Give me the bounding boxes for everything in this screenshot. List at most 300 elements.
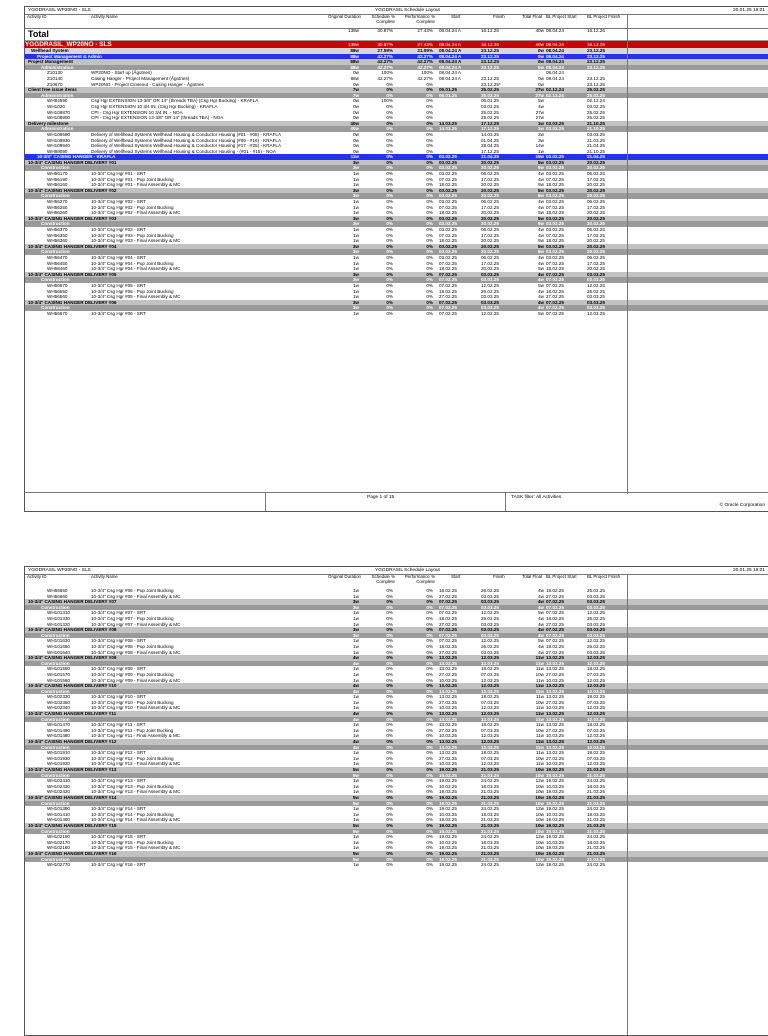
- cell-activity-id: WH102170: [47, 839, 70, 845]
- cell-finish: 21.03.25: [481, 800, 499, 806]
- cell-duration: 3w: [352, 187, 359, 193]
- cell-bl-finish: 03.03.25: [587, 627, 605, 633]
- cell-activity-id: WH101330: [47, 615, 70, 621]
- cell-performance-pct: 0%: [426, 621, 433, 627]
- cell-total-float: 4w: [538, 199, 544, 205]
- cell-bl-start: 19.03.25: [546, 817, 564, 823]
- cell-finish: 12.02.25: [481, 638, 499, 644]
- column-header-row-2: [25, 574, 768, 589]
- cell-activity-name: CPI - Csg Hgr EXTENSION 10 3/4 IN. - NOA: [91, 109, 183, 115]
- cell-bl-finish: 26.02.25: [587, 288, 605, 294]
- cell-finish: 12.03.25: [481, 716, 499, 722]
- cell-bl-start: 07.02.25: [546, 232, 564, 238]
- cell-schedule-pct: 0%: [386, 744, 393, 750]
- cell-finish: 25.02.25: [481, 87, 499, 93]
- cell-bl-start: 13.02.25: [546, 660, 564, 666]
- cell-finish: 18.03.25: [481, 811, 499, 817]
- cell-bl-start: 03.02.25: [546, 249, 564, 255]
- cell-total-float: 11w: [535, 711, 544, 717]
- cell-schedule-pct: 0%: [386, 593, 393, 599]
- cell-schedule-pct: 0%: [386, 761, 393, 767]
- cell-bl-start: 27.02.25: [546, 671, 564, 677]
- cell-total-float: 11w: [535, 655, 544, 661]
- cell-activity-name: 10-3/4" Csg Hgr #01 - Pup Joint Bucking: [91, 176, 174, 182]
- cell-finish: 03.03.25: [481, 604, 499, 610]
- cell-schedule-pct: 0%: [386, 210, 393, 216]
- cell-duration: 1w: [353, 199, 359, 205]
- cell-activity-id: WH101390: [47, 806, 70, 812]
- cell-bl-start: 18.02.25: [546, 615, 564, 621]
- cell-duration: 3w: [352, 305, 359, 311]
- cell-finish: 18.02.25: [481, 694, 499, 700]
- cell-finish: 17.12.25: [481, 148, 499, 154]
- cell-duration: 1w: [353, 705, 359, 711]
- cell-activity-id: WH56170: [47, 171, 68, 177]
- cell-schedule-pct: 0%: [386, 621, 393, 627]
- cell-performance-pct: 0%: [426, 232, 433, 238]
- cell-activity-name: 10-3/4" Csg Hgr #07 - Final Assembly & MC: [91, 621, 181, 627]
- cell-performance-pct: 0%: [426, 649, 433, 655]
- cell-activity-id: WH56670: [47, 310, 68, 316]
- cell-activity-name: 10-3/4" Csg Hgr #05 - Final Assembly & MC: [91, 294, 181, 300]
- cell-performance-pct: 0%: [426, 615, 433, 621]
- cell-finish: 12.03.25: [481, 761, 499, 767]
- page-footer: [25, 492, 768, 511]
- cell-total-float: 5w: [538, 610, 544, 616]
- cell-duration: 1w: [353, 238, 359, 244]
- cell-performance-pct: 0%: [426, 193, 433, 199]
- cell-total-float: 4w: [538, 260, 544, 266]
- cell-bl-finish: 21.03.25: [587, 794, 605, 800]
- cell-activity-id: WH56660: [47, 593, 68, 599]
- table-row[interactable]: [25, 311, 768, 317]
- cell-bl-finish: 23.12.25: [587, 48, 605, 53]
- cell-duration: 1w: [353, 699, 359, 705]
- cell-bl-finish: 20.02.25: [587, 238, 605, 244]
- cell-finish: 17.12.25: [481, 126, 499, 132]
- cell-performance-pct: 0%: [426, 260, 433, 266]
- cell-schedule-pct: 0%: [386, 288, 393, 294]
- cell-activity-id: 10-3/4" CASING HANGER DELIVERY #04: [28, 243, 117, 249]
- cell-duration: 5w: [352, 856, 359, 862]
- cell-start: 19.02.25: [439, 806, 457, 812]
- cell-performance-pct: 0%: [426, 822, 433, 828]
- cell-bl-start: 19.03.25: [546, 845, 564, 851]
- cell-finish: 21.03.25: [481, 828, 499, 834]
- cell-activity-name: 10-3/4" Csg Hgr #10 - Pup Joint Bucking: [91, 699, 174, 705]
- cell-start: 10.03.25: [439, 783, 457, 789]
- cell-activity-id: Client free issue items: [28, 87, 77, 93]
- cell-schedule-pct: 0%: [386, 604, 393, 610]
- cell-performance-pct: 0%: [426, 249, 433, 255]
- cell-schedule-pct: 0%: [386, 778, 393, 784]
- cell-bl-start: 07.02.25: [546, 260, 564, 266]
- total-finish: 16.12.26: [481, 28, 499, 33]
- cell-performance-pct: 0%: [426, 137, 433, 143]
- cell-activity-id: WH102430: [47, 783, 70, 789]
- cell-activity-name: 10-3/4" Csg Hgr #11 - Pup Joint Bucking: [91, 727, 174, 733]
- cell-duration: 1w: [353, 232, 359, 238]
- cell-schedule-pct: 0%: [386, 722, 393, 728]
- cell-schedule-pct: 0%: [386, 655, 393, 661]
- cell-activity-name: 10-3/4" Csg Hgr #08 - SRT: [91, 638, 146, 644]
- cell-bl-start: 07.02.25: [546, 204, 564, 210]
- cell-duration: 1w: [353, 171, 359, 177]
- cell-duration: 40w: [350, 120, 359, 126]
- cell-duration: 1w: [353, 588, 359, 593]
- cell-bl-finish: 03.02.25: [587, 103, 605, 109]
- cell-bl-start: 10.03.25: [546, 761, 564, 767]
- cell-activity-id: 10-3/4" CASING HANGER DELIVERY #14: [28, 794, 117, 800]
- cell-bl-start: 13.02.25: [546, 666, 564, 672]
- cell-finish: 26.02.25: [481, 588, 499, 593]
- cell-activity-id: 10-3/4" CASING HANGER DELIVERY #06: [28, 299, 117, 305]
- cell-bl-finish: 18.02.25: [587, 694, 605, 700]
- cell-performance-pct: 0%: [426, 599, 433, 605]
- cell-activity-name: WP20NO - Start up (Ågotnes): [91, 70, 152, 76]
- cell-performance-pct: 0%: [426, 148, 433, 154]
- cell-activity-id: 10-3/4" CASING HANGER DELIVERY #15: [28, 822, 117, 828]
- cell-schedule-pct: 0%: [386, 789, 393, 795]
- cell-finish: 03.03.25: [481, 277, 499, 283]
- cell-performance-pct: 0%: [426, 705, 433, 711]
- cell-total-float: 11w: [535, 683, 544, 689]
- cell-schedule-pct: 0%: [386, 215, 393, 221]
- cell-total-float: 4w: [538, 588, 544, 593]
- cell-activity-name: 10-3/4" Csg Hgr #04 - Final Assembly & MC: [91, 266, 181, 272]
- cell-finish: 26.02.25: [481, 643, 499, 649]
- cell-bl-finish: 21.03.25: [587, 817, 605, 823]
- cell-schedule-pct: 0%: [386, 266, 393, 272]
- cell-schedule-pct: 0%: [386, 159, 393, 165]
- cell-performance-pct: 0%: [426, 660, 433, 666]
- cell-duration: 3w: [352, 243, 359, 249]
- cell-start: 03.02.25: [439, 199, 457, 205]
- cell-activity-name: 10-3/4" Csg Hgr #13 - Final Assembly & MC: [91, 789, 181, 795]
- cell-total-float: 4w: [537, 604, 544, 610]
- cell-activity-id: Construction: [41, 305, 70, 311]
- total-label: Total: [28, 29, 49, 39]
- cell-finish: 24.02.25: [481, 862, 499, 868]
- cell-total-float: 11w: [535, 660, 544, 666]
- cell-bl-finish: 20.02.25: [587, 221, 605, 227]
- cell-schedule-pct: 0%: [386, 282, 393, 288]
- cell-start: 18.02.25: [439, 588, 457, 593]
- cell-total-float: 27w: [535, 115, 544, 121]
- cell-total-float: 12w: [535, 834, 544, 840]
- cell-activity-name: Delivery of Wellhead Systems Wellhead Housing & Conductor Housing (#09 - #16) - KRAFLA: [91, 137, 282, 143]
- cell-bl-finish: 12.03.25: [587, 711, 605, 717]
- cell-duration: 1w: [353, 615, 359, 621]
- total-performance-pct: 27.43%: [417, 28, 433, 33]
- cell-schedule-pct: 100%: [381, 98, 393, 104]
- cell-finish: 20.02.25: [481, 249, 499, 255]
- cell-total-float: 5w: [538, 266, 544, 272]
- cell-activity-id: WH108900: [47, 115, 70, 121]
- cell-duration: 5w: [352, 772, 359, 778]
- cell-performance-pct: 0%: [426, 828, 433, 834]
- cell-total-float: 14w: [535, 143, 544, 149]
- total-bl-start: 08.04.24: [546, 28, 564, 33]
- cell-activity-id: WH102340: [47, 705, 70, 711]
- cell-activity-id: 10-3/4" CASING HANGER DELIVERY #08: [28, 627, 117, 633]
- cell-total-float: 4w: [538, 176, 544, 182]
- cell-finish: 03.03.25: [481, 649, 499, 655]
- cell-finish: 23.12.25: [481, 64, 499, 70]
- cell-total-float: 4w: [537, 299, 544, 305]
- cell-bl-finish: 21.04.25: [587, 143, 605, 149]
- cell-bl-start: 07.02.25: [546, 632, 564, 638]
- cell-duration: 0w: [353, 70, 359, 76]
- cell-total-float: 10w: [535, 794, 544, 800]
- cell-total-float: 10w: [535, 772, 544, 778]
- cell-schedule-pct: 0%: [386, 794, 393, 800]
- cell-schedule-pct: 0%: [386, 750, 393, 756]
- cell-performance-pct: 0%: [426, 294, 433, 300]
- cell-start: 19.02.25: [439, 794, 457, 800]
- cell-activity-name: 10-3/4" Csg Hgr #06 - Pup Joint Bucking: [91, 588, 174, 593]
- cell-finish: 07.03.25: [481, 755, 499, 761]
- cell-start: 08.04.24 A: [439, 42, 461, 47]
- cell-activity-name: 10-3/4" Csg Hgr #09 - SRT: [91, 666, 146, 672]
- cell-total-float: 4w: [537, 632, 544, 638]
- cell-duration: 1w: [353, 260, 359, 266]
- header-timestamp: 20.01.25 19:01: [732, 8, 765, 13]
- cell-schedule-pct: 0%: [386, 165, 393, 171]
- cell-performance-pct: 0%: [426, 215, 433, 221]
- cell-bl-finish: 06.02.25: [587, 171, 605, 177]
- cell-performance-pct: 0%: [426, 727, 433, 733]
- cell-activity-id: WH89090: [47, 148, 68, 154]
- cell-activity-id: Construction: [41, 772, 70, 778]
- cell-performance-pct: 0%: [426, 126, 433, 132]
- cell-performance-pct: 0%: [426, 772, 433, 778]
- cell-total-float: 10w: [535, 828, 544, 834]
- cell-activity-name: Delivery of Wellhead Systems Wellhead Housing & Conductor Housing - (#01 - #15) - NOA: [91, 148, 276, 154]
- cell-duration: 1w: [353, 778, 359, 784]
- total-schedule-pct: 30.87%: [377, 28, 393, 33]
- cell-activity-id: WH101310: [47, 610, 70, 616]
- cell-bl-start: 07.02.25: [546, 310, 564, 316]
- cell-duration: 40w: [350, 126, 359, 132]
- total-row: [25, 28, 768, 41]
- cell-total-float: 4w: [538, 227, 544, 232]
- cell-duration: 5w: [352, 828, 359, 834]
- cell-bl-start: 18.02.25: [546, 266, 564, 272]
- cell-performance-pct: 0%: [426, 744, 433, 750]
- cell-start: 13.02.25: [439, 683, 457, 689]
- cell-bl-finish: 12.03.25: [587, 739, 605, 745]
- cell-activity-id: WH102410: [47, 778, 70, 784]
- cell-start: 19.03.25: [439, 845, 457, 851]
- cell-performance-pct: 0%: [426, 750, 433, 756]
- cell-start: 07.02.25: [439, 599, 457, 605]
- cell-finish: 20.02.25: [481, 221, 499, 227]
- cell-start: 10.03.25: [439, 705, 457, 711]
- cell-bl-finish: 12.03.25: [587, 677, 605, 683]
- cell-schedule-pct: 0%: [386, 643, 393, 649]
- cell-performance-pct: 0%: [426, 221, 433, 227]
- cell-bl-start: 07.02.25: [546, 277, 564, 283]
- cell-activity-id: WH56560: [47, 294, 68, 300]
- cell-duration: 3w: [352, 271, 359, 277]
- cell-schedule-pct: 42.27%: [377, 75, 393, 81]
- cell-bl-start: 07.02.25: [546, 282, 564, 288]
- cell-bl-finish: 18.03.25: [587, 839, 605, 845]
- cell-activity-id: Construction: [41, 165, 70, 171]
- cell-activity-id: Construction: [41, 604, 70, 610]
- cell-bl-start: 08.04.24: [546, 53, 564, 59]
- cell-schedule-pct: 0%: [386, 254, 393, 260]
- column-header-row: [25, 14, 768, 29]
- cell-finish: 28.04.25: [481, 143, 499, 149]
- cell-bl-start: 07.02.25: [546, 176, 564, 182]
- cell-schedule-pct: 0%: [386, 109, 393, 115]
- cell-activity-id: WH56260: [47, 210, 68, 216]
- cell-start: 03.02.25: [439, 221, 457, 227]
- cell-duration: 1w: [353, 176, 359, 182]
- cell-bl-finish: 24.02.25: [587, 834, 605, 840]
- cell-activity-id: Z10670: [47, 81, 63, 87]
- cell-activity-name: 10-3/4" Csg Hgr #01 - SRT: [91, 171, 146, 177]
- cell-activity-name: Csg Hgr EXTENSION 13-3/8" OR 14" (threads TBA) (Csg Hgr Bucking) - KRAFLA: [91, 98, 259, 104]
- cell-bl-finish: 20.02.25: [587, 159, 605, 165]
- cell-start: 19.03.25: [439, 817, 457, 823]
- cell-activity-name: 10-3/4" Csg Hgr #09 - Pup Joint Bucking: [91, 671, 174, 677]
- cell-duration: 1w: [353, 182, 359, 188]
- cell-duration: 3w: [352, 627, 359, 633]
- table-row[interactable]: [25, 862, 768, 868]
- cell-performance-pct: 100%: [421, 70, 433, 76]
- cell-bl-finish: 03.03.25: [587, 305, 605, 311]
- cell-bl-start: 19.02.25: [546, 772, 564, 778]
- cell-duration: 0w: [353, 143, 359, 149]
- cell-total-float: 11w: [535, 722, 544, 728]
- cell-bl-start: 13.02.25: [546, 750, 564, 756]
- cell-performance-pct: 0%: [426, 310, 433, 316]
- cell-duration: 3w: [352, 221, 359, 227]
- cell-duration: 3w: [352, 632, 359, 638]
- cell-start: 07.02.25: [439, 610, 457, 616]
- cell-performance-pct: 0%: [426, 120, 433, 126]
- cell-performance-pct: 0%: [426, 277, 433, 283]
- cell-duration: 1w: [353, 649, 359, 655]
- cell-finish: 21.03.25: [481, 772, 499, 778]
- cell-schedule-pct: 0%: [386, 227, 393, 232]
- cell-bl-start: 18.02.25: [546, 210, 564, 216]
- cell-bl-start: 19.02.25: [546, 806, 564, 812]
- cell-duration: 138w: [348, 42, 359, 47]
- cell-bl-finish: 17.02.25: [587, 176, 605, 182]
- wbs-group-row[interactable]: [25, 41, 768, 48]
- cell-performance-pct: 0%: [426, 210, 433, 216]
- cell-total-float: 5w: [538, 238, 544, 244]
- cell-duration: 1w: [353, 254, 359, 260]
- cell-activity-id: WH1020: [47, 103, 65, 109]
- cell-duration: 3w: [352, 599, 359, 605]
- cell-schedule-pct: 0%: [386, 817, 393, 823]
- cell-schedule-pct: 0%: [386, 131, 393, 137]
- cell-start: 08.04.24 A: [439, 48, 462, 53]
- cell-start: 03.02.25: [439, 193, 457, 199]
- cell-activity-id: WH56190: [47, 176, 68, 182]
- cell-finish: 07.03.25: [481, 671, 499, 677]
- cell-bl-finish: 26.02.25: [587, 643, 605, 649]
- cell-finish: 20.02.25: [481, 215, 499, 221]
- cell-activity-id: WH56270: [47, 199, 68, 205]
- cell-duration: 1w: [353, 666, 359, 672]
- cell-finish: 06.02.25: [481, 254, 499, 260]
- cell-activity-id: WH102350: [47, 699, 70, 705]
- cell-bl-start: 19.02.25: [546, 778, 564, 784]
- cell-start: 19.02.25: [439, 862, 457, 868]
- cell-bl-finish: 18.03.25: [587, 783, 605, 789]
- cell-bl-finish: 03.03.25: [587, 277, 605, 283]
- cell-total-float: 5w: [537, 193, 544, 199]
- cell-activity-id: 10-3/4" CASING HANGER DELIVERY #07: [28, 599, 117, 605]
- cell-bl-finish: 18.02.25: [587, 722, 605, 728]
- cell-start: 07.02.25: [439, 305, 457, 311]
- cell-bl-start: 19.02.25: [546, 862, 564, 868]
- cell-activity-name: 10-3/4" Csg Hgr #14 - Pup Joint Bucking: [91, 811, 174, 817]
- cell-schedule-pct: 0%: [386, 126, 393, 132]
- cell-bl-start: 10.03.25: [546, 733, 564, 739]
- cell-total-float: 4w: [538, 171, 544, 177]
- cell-activity-name: 10-3/4" Csg Hgr #03 - Pup Joint Bucking: [91, 232, 174, 238]
- cell-finish: 14.03.25: [481, 131, 499, 137]
- cell-start: 07.02.25: [439, 299, 457, 305]
- cell-start: 13.02.25: [439, 655, 457, 661]
- cell-start: 07.02.25: [439, 310, 457, 316]
- cell-bl-finish: 21.03.25: [587, 772, 605, 778]
- cell-schedule-pct: 42.27%: [377, 64, 393, 70]
- cell-activity-id: 10-3/4" CASING HANGER DELIVERY #02: [28, 187, 117, 193]
- cell-start: 18.02.25: [439, 182, 457, 188]
- cell-finish: 17.12.25: [481, 120, 499, 126]
- activity-table-page-1: [25, 41, 768, 317]
- cell-activity-id: WH101550: [47, 666, 70, 672]
- cell-start: 14.03.25: [439, 126, 457, 132]
- cell-activity-id: WH56460: [47, 266, 68, 272]
- cell-bl-finish: 12.03.25: [587, 705, 605, 711]
- cell-duration: 1w: [353, 722, 359, 728]
- cell-performance-pct: 0%: [426, 655, 433, 661]
- cell-schedule-pct: 0%: [386, 638, 393, 644]
- cell-activity-name: 10-3/4" Csg Hgr #15 - SRT: [91, 834, 146, 840]
- cell-duration: 0w: [353, 109, 359, 115]
- cell-schedule-pct: 0%: [386, 711, 393, 717]
- cell-duration: 1w: [353, 761, 359, 767]
- cell-duration: 0w: [353, 103, 359, 109]
- cell-duration: 1w: [353, 755, 359, 761]
- cell-activity-name: 10-3/4" Csg Hgr #06 - Final Assembly & MC: [91, 593, 181, 599]
- cell-activity-name: 10-3/4" Csg Hgr #13 - SRT: [91, 778, 146, 784]
- cell-bl-start: 10.03.25: [546, 677, 564, 683]
- total-float: 40w: [535, 28, 544, 33]
- cell-bl-start: 03.02.25: [546, 187, 564, 193]
- cell-schedule-pct: 0%: [386, 115, 393, 121]
- cell-total-float: 5w: [538, 638, 544, 644]
- cell-schedule-pct: 100%: [381, 70, 393, 76]
- cell-bl-finish: 21.03.25: [587, 789, 605, 795]
- cell-bl-finish: 12.02.25: [587, 638, 605, 644]
- cell-bl-start: 19.02.25: [546, 828, 564, 834]
- cell-activity-id: WH56370: [47, 227, 68, 232]
- cell-bl-start: 27.02.25: [546, 621, 564, 627]
- cell-schedule-pct: 0%: [386, 856, 393, 862]
- cell-bl-finish: 07.03.25: [587, 699, 605, 705]
- cell-schedule-pct: 0%: [386, 755, 393, 761]
